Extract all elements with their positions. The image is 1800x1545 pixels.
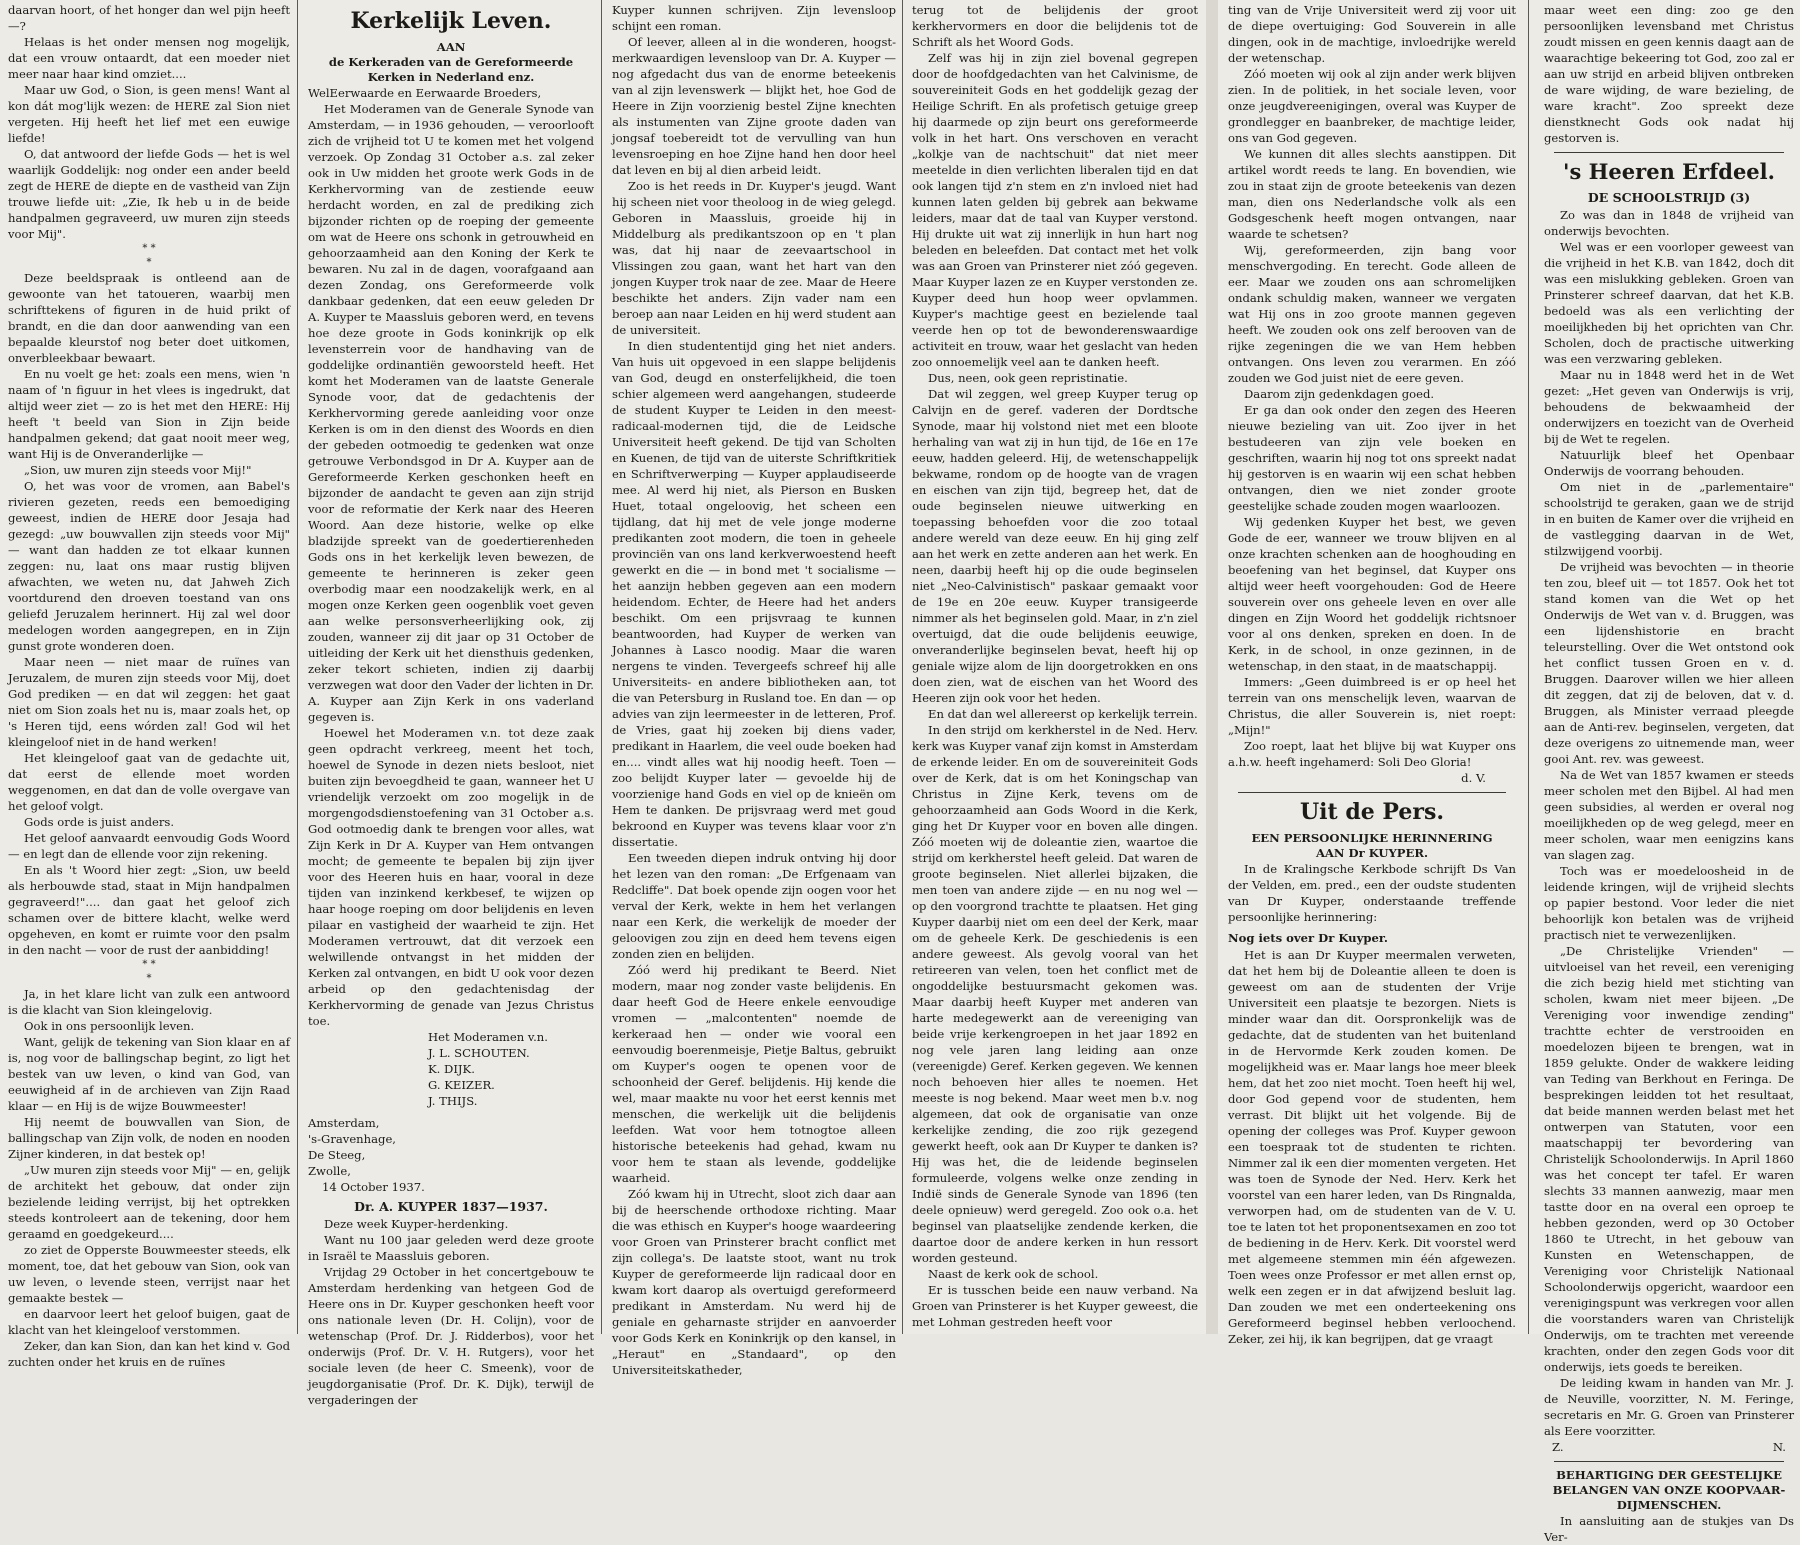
section-heading: Kerkelijk Leven.: [350, 8, 552, 34]
paragraph: We kunnen dit alles slechts aanstippen. Dit artikel wordt reeds te lang. En bovendien, wie zou in staat zijn de groote beteekenis van dezen man, dien ons Nederlandsche volk als een Godsgeschenk heeft mogen ontvangen, naar waarde te schetsen?: [1228, 147, 1516, 241]
column-3: [604, 0, 902, 1377]
paragraph: WelEerwaarde en Eerwaarde Broeders,: [308, 86, 542, 100]
paragraph: En dat dan wel allereerst op kerkelijk terrein.: [928, 707, 1198, 721]
column-rule: [297, 0, 298, 1334]
paragraph: Het is aan Dr Kuyper meermalen verweten, dat het hem bij de Doleantie alleen te doen is geweest om aan de studenten der Vrije Universiteit een plaatsje te bezorgen. Niets is minder waar dan dit. Oorspronkelijk was de gedachte, dat de studenten van het buitenland in de Hervormde Kerk zouden komen. De mogelijkheid was er. Maar langs hoe meer bleek hem, dat het zoo niet mocht. Toen heeft hij wel, door God gepend voor de studenten, hem verrast. Dit blijkt uit het volgende. Bij de opening der colleges was Prof. Kuyper gewoon een toespraak tot de studenten te richten. Nimmer zal ik een dier momenten vergeten. Het was toen de Synode der Ned. Herv. Kerk het voorstel van een harer leden, van Ds Ringnalda, verworpen had, om de studenten van de V. U. toe te laten tot het proponentsexamen en zoo tot de bediening in de Herv. Kerk. Dit voorstel werd met algemeene stemmen min één afgewezen. Toen wees onze Professor er met allen ernst op, welk een zegen er in dat afwijzend besluit lag. Dan zouden we met een onderteekening ons Gereformeerd beginsel hebben verloochend. Zeker, zei hij, ik kan begrijpen, dat ge vraagt: [1228, 948, 1516, 1346]
paragraph: „Sion, uw muren zijn steeds voor Mij!": [24, 463, 252, 477]
column-rule: [902, 0, 903, 1334]
paragraph: Want, gelijk de tekening van Sion klaar en af is, nog voor de ballingschap begint, zo ligt het bestek van uw leven, o kind van God, van eeuwigheid af in de archieven van Zijn Raad klaar — en Hij is de wijze Bouwmeester!: [8, 1035, 290, 1113]
paragraph: Vrijdag 29 October in het concertgebouw te Amsterdam herdenking van hetgeen God de Heere ons in Dr. Kuyper geschonken heeft voor ons nationale leven (Dr. H. Colijn), voor de wetenschap (Prof. Dr. J. Ridderbos), voor het onderwijs (Prof. Dr. V. H. Rutgers), voor het sociale leven (de heer C. Smeenk), voor de jeugdorganisatie (Prof. Dr. K. Dijk), terwijl de vergaderingen der: [308, 1265, 594, 1407]
paragraph: Zelf was hij in zijn ziel bovenal gegrepen door de hoofdgedachten van het Calvinisme, de souvereiniteit Gods en het goddelijk gezag der Heilige Schrift. En als profetisch getuige greep hij daarmede op zijn beurt ons gereformeerde volk in het hart. Ons verschoven en veracht „kolkje van de nachtschuit" dat niet meer meetelde in dien verlichten liberalen tijd en dat ook langen tijd z'n stem en z'n invloed niet had kunnen laten gelden bij gebrek aan bekwame leiders, maar dat de taal van Kuyper verstond. Hij drukte uit wat zij innerlijk in hun hart nog beleden en beleefden. Dat contact met het volk was aan Groen van Prinsterer niet zóó gegeven. Maar Kuyper lazen ze en Kuyper verstonden ze. Kuyper deed hun hoop weer opvlammen. Kuyper's machtige geest en bezielende taal veerde hen op tot de bewonderenswaardige activiteit en trouw, waar het geslacht van heden zoo onnoemelijk veel aan te danken heeft.: [912, 51, 1198, 369]
place-line: Zwolle,: [308, 1164, 351, 1178]
paragraph: Ook in ons persoonlijk leven.: [24, 1019, 195, 1033]
signature-intro: Het Moderamen v.n.: [428, 1030, 548, 1044]
paragraph: Een tweeden diepen indruk ontving hij door het lezen van den roman: „De Erfgenaam van Redcliffe". Dat boek opende zijn oogen voor het verval der Kerk, wekte in hem het verlangen naar een Kerk, die werkelijk de moeder der geloovigen zou zijn en deed hem tevens eigen zonden zien en belijden.: [612, 851, 896, 961]
paragraph: „De Christelijke Vrienden" — uitvloeisel van het reveil, een vereniging die zich bezig hield met stichting van scholen, kwam niet meer bijeen. „De Vereniging voor inwendige zending" trachtte echter de verstrooiden en moedelozen bijeen te brengen, wat in 1859 gelukte. Onder de wakkere leiding van Teding van Berkhout en Feringa. De besprekingen leidden tot het resultaat, dat beide mannen werden belast met het ontwerpen van Statuten, voor een maatschappij ter bevordering van Christelijk Schoolonderwijs. In April 1860 was het concept ter tafel. Er waren slechts 33 mannen aanwezig, maar men tastte door en na overal een oproep te hebben gezonden, werd op 30 October 1860 te Utrecht, in het gebouw van Kunsten en Wetenschappen, de Vereniging voor Christelijk Nationaal Schoolonderwijs opgericht, waardoor een verenigingspunt was verkregen voor allen die voorstanders waren van Christelijk Onderwijs, om te trachten met vereende krachten, onder den zegen Gods voor dit onderwijs, iets goeds te bereiken.: [1544, 944, 1794, 1374]
author-initial: Z.: [1552, 1440, 1564, 1454]
paragraph: Er ga dan ook onder den zegen des Heeren nieuwe bezieling van uit. Zoo ijver in het bestudeeren van zijn vele boeken en geschriften, waarin hij nog tot ons spreekt nadat hij gestorven is en waarin wij een schat hebben ontvangen, dien we niet zonder groote geestelijke schade zouden mogen waarloozen.: [1228, 403, 1516, 513]
paragraph: Dat wil zeggen, wel greep Kuyper terug op Calvijn en de geref. vaderen der Dordtsche Synode, maar hij volstond niet met een bloote herhaling van wat zij in hun tijd, de 16e en 17e eeuw, hadden geleerd. Hij, de wetenschappelijk bekwame, rondom op de hoogte van de vragen en eischen van zijn tijd, begreep het, dat de oude beginselen nieuwe uitwerking en toepassing behoefden voor die zoo totaal andere wereld van deze eeuw. En hij ging zelf aan het werk en zette anderen aan het werk. En neen, daarbij heeft hij op die oude beginselen niet „Neo-Calvinistisch" paskaar gemaakt voor de 19e en 20e eeuw. Kuyper transigeerde nimmer als het beginselen gold. Maar, in z'n ziel overtuigd, dat die oude belijdenis eeuwige, onveranderlijke beginselen bevat, heeft hij op geniale wijze alom de lijn doorgetrokken en ons doen zien, wat de eischen van het Woord des Heeren zijn ook voor het heden.: [912, 387, 1198, 705]
page-fold: [1206, 0, 1218, 1334]
article-heading: DIJMENSCHEN.: [1616, 1498, 1722, 1512]
signatory: J. L. SCHOUTEN.: [428, 1046, 530, 1060]
paragraph: Wij gedenken Kuyper het best, we geven Gode de eer, wanneer we trouw blijven en al onze krachten schenken aan de hooghouding en beoefening van het beginsel, dat Kuyper ons altijd weer heeft voorgehouden: God de Heere souverein over ons geheele leven en over alle dingen en Zijn Woord het goddelijk richtsnoer voor al ons denken, spreken en doen. In de Kerk, in de school, in onze gezinnen, in de wetenschap, in den staat, in de maatschappij.: [1228, 515, 1516, 673]
article-heading: BELANGEN VAN ONZE KOOPVAAR-: [1552, 1483, 1786, 1497]
paragraph: Want nu 100 jaar geleden werd deze groote in Israël te Maassluis geboren.: [308, 1233, 594, 1263]
divider: [1554, 1461, 1784, 1462]
paragraph: Om niet in de „parlementaire" schoolstrijd te geraken, gaan we de strijd in en buiten de Kamer over die vrijheid en de vastlegging daarvan in de Wet, stilzwijgend voorbij.: [1544, 480, 1794, 558]
signatory: G. KEIZER.: [428, 1078, 495, 1092]
paragraph: Zóó kwam hij in Utrecht, sloot zich daar aan bij de heerschende orthodoxe richting. Maar die was ethisch en Kuyper's hooge waardeering voor Groen van Prinsterer bracht conflict met zijn collega's. De laatste stoot, want nu trok Kuyper de gereformeerde lijn radicaal door en kwam kort daarop als overtuigd gereformeerd predikant in Amsterdam. Nu werd hij de geniale en geharnaste strijder en aanvoerder voor Gods Kerk en Koninkrijk op den kansel, in „Heraut" en „Standaard", op den Universiteitskatheder,: [612, 1187, 896, 1377]
column-4: [904, 0, 1204, 1334]
paragraph: ting van de Vrije Universiteit werd zij voor uit de diepe overtuiging: God Souverein in alle dingen, ook in de machtige, invloedrijke wereld der wetenschap.: [1228, 3, 1516, 65]
paragraph: Zo was dan in 1848 de vrijheid van onderwijs bevochten.: [1544, 208, 1794, 238]
paragraph: Maar uw God, o Sion, is geen mens! Want al kon dát mog'lijk wezen: de HERE zal Sion niet vergeten. Hij heeft het lief met een euwige liefde!: [8, 83, 290, 145]
paragraph: Zoo roept, laat het blijve bij wat Kuyper ons a.h.w. heeft ingehamerd: Soli Deo Gloria!: [1228, 739, 1516, 769]
paragraph: Het Moderamen van de Generale Synode van Amsterdam, — in 1936 gehouden, — veroorlooft zich de vrijheid tot U te komen met het volgend verzoek. Op Zondag 31 October a.s. zal zeker ook in Uw midden het groote werk Gods in de Kerkhervorming van de zestiende eeuw herdacht worden, en zal de prediking zich bijzonder richten op de roeping der gemeente om wat de Heere ons schonk in getrouwheid en gehoorzaamheid aan den Koning der Kerk te bewaren. Nu zal in de dagen, voorafgaand aan dezen Zondag, ons Gereformeerde volk dankbaar gedenken, dat een eeuw geleden Dr A. Kuyper te Maassluis geboren werd, en tevens hoe deze groote in Gods koninkrijk op elk levensterrein voor de handhaving van de goddelijke ordinantiën gewoorsteld heeft. Het komt het Moderamen van de laatste Generale Synode voor, dat de gedachtenis der Kerkhervorming gerede aanleiding voor onze Kerken is om in den dienst des Woords en dien der gebeden ootmoedig te gedenken wat onze getrouwe Verbondsgod in Dr A. Kuyper aan de Gereformeerde Kerken geschonken heeft en bijzonder de aandacht te geven aan zijn strijd voor de reformatie der Kerk naar des Heeren Woord. Aan deze historie, welke op elke bladzijde spreekt van de goedertierenheden Gods ons in het kerkelijk leven bewezen, de gemeente te herinneren is zeker geen overbodig maar een noodzakelijk werk, en al mogen onze Kerken geen oogenblik voet geven aan welke personsverheerlijking ook, zij zouden, wanneer zij dit jaar op 31 October de uitleiding der Kerk uit het diensthuis gedenken, zeker tekort schieten, indien zij daarbij verzwegen wat door den Vader der lichten in Dr. A. Kuyper aan Zijn Kerk in ons vaderland gegeven is.: [308, 102, 594, 724]
paragraph: Wij, gereformeerden, zijn bang voor menschvergoding. En terecht. Gode alleen de eer. Maar we zouden ons aan schromelijken ondank schuldig maken, wanneer we vergaten wat Hij ons in zoo groote mannen gegeven heeft. We zouden ook ons zelf berooven van de rijke zegeningen die we van Hem hebben ontvangen. Ons leven zou verarmen. En zóó zouden we God juist niet de eere geven.: [1228, 243, 1516, 385]
article-subheading: Dr. A. KUYPER 1837—1937.: [354, 1199, 548, 1214]
place-line: 's-Gravenhage,: [308, 1132, 396, 1146]
paragraph: Maar nu in 1848 werd het in de Wet gezet: „Het geven van Onderwijs is vrij, behoudens de bekwaamheid der onderwijzers en toezicht van de Overheid bij de Wet te regelen.: [1544, 368, 1794, 446]
paragraph: Het kleingeloof gaat van de gedachte uit, dat eerst de ellende moet worden weggenomen, en dat dan de volle overgave van het geloof volgt.: [8, 751, 290, 813]
address-line: de Kerkeraden van de Gereformeerde: [328, 55, 574, 69]
paragraph: zo ziet de Opperste Bouwmeester steeds, elk moment, toe, dat het gebouw van Sion, ook van uw leven, o levende steen, verrijst naar het gemaakte bestek —: [8, 1243, 290, 1305]
place-line: De Steeg,: [308, 1148, 366, 1162]
paragraph: Wel was er een voorloper geweest van die vrijheid in het K.B. van 1842, doch dit was een mislukking gebleken. Groen van Prinsterer schreef daarvan, dat het K.B. bedoeld was als een verlichting der moeilijkheden bij het oprichten van Chr. Scholen, doch de practische uitwerking was een verzwaring gebleken.: [1544, 240, 1794, 366]
paragraph: Zóó werd hij predikant te Beerd. Niet modern, maar nog zonder vaste belijdenis. En daar heeft God de Heere enkele eenvoudige vromen — „malcontenten" noemde de kerkeraad hen — onder wie vooral een eenvoudig boerenmeisje, Pietje Baltus, gebruikt om Kuyper's oogen te openen voor de schoonheid der Geref. belijdenis. Hij kende die wel, maar maakte nu voor het eerst kennis met menschen, die werkelijk uit die belijdenis leefden. Wat voor hem totnogtoe alleen historische beteekenis had gehad, kwam nu voor hem te staan als levende, goddelijke waarheid.: [612, 963, 896, 1185]
section-heading: 's Heeren Erfdeel.: [1563, 159, 1775, 184]
paragraph: Daarom zijn gedenkdagen goed.: [1244, 387, 1435, 401]
signatory: K. DIJK.: [428, 1062, 475, 1076]
paragraph: Deze week Kuyper-herdenking.: [324, 1217, 509, 1231]
paragraph: In de Kralingsche Kerkbode schrijft Ds Van der Velden, em. pred., een der oudste studenten van Dr Kuyper, onderstaande treffende persoonlijke herinnering:: [1228, 862, 1516, 924]
paragraph: Immers: „Geen duimbreed is er op heel het terrein van ons menschelijk leven, waarvan de Christus, die aller Souverein is, niet roept: „Mijn!": [1228, 675, 1516, 737]
author-initial: N.: [1772, 1440, 1786, 1454]
paragraph: Of leever, alleen al in die wonderen, hoogst-merkwaardigen levensloop van Dr. A. Kuyper — nog afgedacht dus van de enorme beteekenis van al zijn levenswerk — blijkt het, hoe God de Heere in Zijn voorzienig bestel Zijne knechten als instumenten van Zijne groote daden van jongsaf toebereidt tot de vervulling van hun levensroeping en hoe Zijne hand hen door heel dat leven en bij al dien arbeid leidt.: [612, 35, 896, 177]
column-6: [1536, 0, 1800, 1544]
paragraph: En als 't Woord hier zegt: „Sion, uw beeld als herbouwde stad, staat in Mijn handpalmen gegraveerd!".... dan gaat het geloof zich schamen over de bittere klacht, welke werd opgeheven, en komt er ruimte voor den psalm in den nacht — voor de rust der aanbidding!: [8, 863, 290, 957]
paragraph: Ja, in het klare licht van zulk een antwoord is die klacht van Sion kleingelovig.: [8, 987, 290, 1017]
column-rule: [1528, 0, 1529, 1334]
column-rule: [601, 0, 602, 1334]
divider: [1554, 152, 1784, 153]
paragraph: In den strijd om kerkherstel in de Ned. Herv. kerk was Kuyper vanaf zijn komst in Amsterdam de erkende leider. En om de souvereiniteit Gods over de Kerk, dat is om het Koningschap van Christus in Zijne Kerk, tevens om de gehoorzaamheid aan Gods Woord in die Kerk, ging het Dr Kuyper voor en boven alle dingen. Zóó moeten wij de doleantie zien, waartoe die strijd om kerkherstel heeft geleid. Dat waren de groote beginselen. Niet allerlei bijzaken, die men toen van andere zijde — en nu nog wel — op den voorgrond trachtte te plaatsen. Het ging Kuyper daarbij niet om een deel der Kerk, maar om de geheele Kerk. De geschiedenis is een andere geweest. Als gevolg vooral van het retireeren van velen, toen het conflict met de ongoddelijke bestuursmacht gekomen was. Maar daarbij heeft Kuyper met anderen van harte medegewerkt aan de vereeniging van beide vrije kerkengroepen in het jaar 1892 en nog vele jaren lang leiding aan onze (vereenigde) Geref. Kerken gegeven. We kennen noch behoeven hier alles te noemen. Het meeste is nog bekend. Maar weet men b.v. nog algemeen, dat ook de organisatie van onze kerkelijke zending, die zoo rijk gezegend gewerkt heeft, ook aan Dr Kuyper te danken is? Hij was het, die de leidende beginselen formuleerde, volgens welke onze zending in Indië sinds de Generale Synode van 1896 (ten deele opnieuw) werd geregeld. Zoo ook o.a. het beginsel van plaatselijke zendende kerken, die daartoe door de andere kerken in hun ressort worden gesteund.: [912, 723, 1198, 1265]
paragraph: Helaas is het onder mensen nog mogelijk, dat een vrouw ontaardt, dat een moeder niet meer naar haar kind omziet....: [8, 35, 290, 81]
column-5: [1220, 0, 1522, 1346]
paragraph: „Uw muren zijn steeds voor Mij" — en, gelijk de architekt het gebouw, dat onder zijn bezielende leiding verrijst, bij het optrekken steeds kontroleert aan de tekening, door hem geraamd en goedgekeurd....: [8, 1163, 290, 1241]
column-1: [0, 0, 296, 1369]
divider: [1238, 792, 1506, 793]
address-line: AAN: [436, 40, 466, 54]
paragraph: Maar neen — niet maar de ruïnes van Jeruzalem, de muren zijn steeds voor Mij, doet God prediken — en dat wil zeggen: het gaat niet om Sion zoals het nu is, maar zoals het, op 's Heren tijd, eens wórden zal! God wil het kleingeloof niet in de hand werken!: [8, 655, 290, 749]
paragraph: Kuyper kunnen schrijven. Zijn levensloop schijnt een roman.: [612, 3, 896, 33]
paragraph: De vrijheid was bevochten — in theorie ten zou, bleef uit — tot 1857. Ook het tot stand komen van die Wet op het Onderwijs de Wet van v. d. Bruggen, was een lijdenshistorie en bracht teleurstelling. Over die Wet ontstond ook het conflict tussen Groen en v. d. Bruggen. Daarover willen we hier alleen dit zeggen, dat zij de beloven, dat v. d. Bruggen, als Minister verraad pleegde aan de Anti-rev. beginselen, vergeten, dat deze overigens zo uitnemende man, weer gooi Ant. rev. was geweest.: [1544, 560, 1794, 766]
paragraph: In dien studententijd ging het niet anders. Van huis uit opgevoed in een slappe belijdenis van God, deugd en onsterfelijkheid, die toen schier algemeen werd aangehangen, studeerde de student Kuyper te Leiden in den meest-radicaal-modernen tijd, die de Leidsche Universiteit heeft gekend. De tijd van Scholten en Kuenen, de tijd van de uiterste Schriftkritiek en Schriftverwerping — Kuyper applaudiseerde mee. Al werd hij niet, als Pierson en Busken Huet, totaal ongeloovig, het scheen een tijdlang, dat hij met de vele jonge moderne predikanten zoot modern, die toen in geheele provinciën van ons land kerkverwoestend heeft gewerkt en die — in bond met 't socialisme — het aanzijn hebben gegeven aan een modern heidendom. Echter, de Heere had het anders beschikt. Om een prijsvraag te kunnen beantwoorden, had Kuyper de werken van Johannes à Lasco noodig. Maar die waren nergens te vinden. Tevergeefs schreef hij alle Universiteits- en andere bibliotheken aan, tot die van Petersburg in Rusland toe. En dan — op advies van zijn leermeester in de letteren, Prof. de Vries, gaat hij zoeken bij diens vader, predikant in Haarlem, die veel oude boeken had en.... vindt alles wat hij noodig heeft. Toen — zoo belijdt Kuyper later — gevoelde hij de voorzienige hand Gods en viel op de knieën om Hem te danken. De prijsvraag werd met goud bekroond en Kuyper was tevens klaar voor z'n dissertatie.: [612, 339, 896, 849]
article-heading: BEHARTIGING DER GEESTELIJKE: [1556, 1468, 1782, 1482]
paragraph: Zoo is het reeds in Dr. Kuyper's jeugd. Want hij scheen niet voor theoloog in de wieg gelegd. Geboren in Maassluis, groeide hij in Middelburg als predikantszoon op en 't plan was, dat hij naar de zeevaartschool in Vlissingen zou gaan, want het hart van den jongen Kuyper trok naar de zee. Maar de Heere beschikte het anders. Zijn vader nam een beroep aan naar Leiden en hij werd student aan de universiteit.: [612, 179, 896, 337]
paragraph: O, dat antwoord der liefde Gods — het is wel waarlijk Goddelijk: nog onder een ander beeld zegt de HERE de diepte en de vastheid van Zijn trouwe liefde uit: „Zie, Ik heb u in de beide handpalmen gegraveerd, uw muren zijn steeds voor Mij".: [8, 147, 290, 241]
paragraph: De leiding kwam in handen van Mr. J. de Neuville, voorzitter, N. M. Feringe, secretaris en Mr. G. Groen van Prinsterer als Eere voorzitter.: [1544, 1376, 1794, 1438]
paragraph: terug tot de belijdenis der groot kerkhervormers en door die belijdenis tot de Schrift als het Woord Gods.: [912, 3, 1198, 49]
paragraph: Zóó moeten wij ook al zijn ander werk blijven zien. In de politiek, in het sociale leven, voor onze jeugdvereenigingen, overal was Kuyper de grondlegger en baanbreker, de machtige leider, ons van God gegeven.: [1228, 67, 1516, 145]
article-subheading: EEN PERSOONLIJKE HERINNERING: [1251, 831, 1493, 845]
article-subhead: Nog iets over Dr Kuyper.: [1228, 931, 1388, 945]
paragraph: In aansluiting aan de stukjes van Ds Ver-: [1544, 1514, 1794, 1544]
article-subheading: DE SCHOOLSTRIJD (3): [1587, 190, 1751, 205]
paragraph: Er is tusschen beide een nauw verband. Na Groen van Prinsterer is het Kuyper geweest, die met Lohman gestreden heeft voor: [912, 1283, 1198, 1329]
paragraph: Hoewel het Moderamen v.n. tot deze zaak geen opdracht verkreeg, meent het toch, hoewel de Synode in dezen niets besloot, niet buiten zijn bevoegdheid te gaan, wanneer het U vriendelijk verzoekt om zoo mogelijk in de morgengodsdienstoefening van 31 October a.s. God ootmoedig dank te brengen voor alles, wat Zijn Kerk in Dr A. Kuyper van Hem ontvangen mocht; de gemeente te bepalen bij zijn ijver voor des Heeren huis en haar, vooral in deze tijden van inzinkend kerkbesef, te wijzen op haar hooge roeping om door belijdenis en leven pilaar en vastigheid der waarheid te zijn. Het Moderamen vertrouwt, dat dit verzoek een welwillende ontvangst in het midden der Kerken zal ontvangen, en bidt U ook voor dezen arbeid op den gedachtenisdag der Kerkhervorming de genade van Jezus Christus toe.: [308, 726, 594, 1028]
paragraph: Dus, neen, ook geen repristinatie.: [928, 371, 1128, 385]
author-initials: d. V.: [1461, 771, 1486, 785]
paragraph: daarvan hoort, of het honger dan wel pijn heeft —?: [8, 3, 290, 33]
place-line: Amsterdam,: [308, 1116, 380, 1130]
address-line: Kerken in Nederland enz.: [367, 70, 535, 84]
paragraph: Deze beeldspraak is ontleend aan de gewoonte van het tatoueren, waarbij men schrifttekens of figuren in de huid prikt of brandt, en die dan door aanwending van een bepaalde kleurstof nog beter doet uitkomen, onverbleekbaar bewaart.: [8, 271, 290, 365]
paragraph: O, het was voor de vromen, aan Babel's rivieren gezeten, reeds een bemoediging geweest, indien de HERE door Jesaja had gezegd: „uw bouwvallen zijn steeds voor Mij" — want dan hadden ze tot elkaar kunnen zeggen: nu, laat ons maar rustig blijven afwachten, we weten nu, dat Jahweh Zich voortdurend den droeven toestand van ons geliefd Jeruzalem herinnert. Hij zal wel door medelogen worden aangegrepen, en in Zijn gunst grote wonderen doen.: [8, 479, 290, 653]
column-2: [300, 0, 600, 1407]
paragraph: Zeker, dan kan Sion, dan kan het kind v. God zuchten onder het kruis en de ruïnes: [8, 1339, 290, 1369]
article-subheading: AAN Dr KUYPER.: [1315, 846, 1429, 860]
paragraph: Natuurlijk bleef het Openbaar Onderwijs de voorrang behouden.: [1544, 448, 1794, 478]
section-divider-stars: * * *: [142, 959, 156, 984]
paragraph: Na de Wet van 1857 kwamen er steeds meer scholen met den Bijbel. Al had men geen subsidies, al werden er overal nog moeilijkheden op de weg gelegd, meer en meer scholen, waar men eenigzins kans van slagen zag.: [1544, 768, 1794, 862]
paragraph: Naast de kerk ook de school.: [928, 1267, 1099, 1281]
paragraph: Het geloof aanvaardt eenvoudig Gods Woord — en legt dan de ellende voor zijn rekening.: [8, 831, 290, 861]
paragraph: Gods orde is juist anders.: [24, 815, 175, 829]
paragraph: en daarvoor leert het geloof buigen, gaat de klacht van het kleingeloof verstommen.: [8, 1307, 290, 1337]
date-line: 14 October 1937.: [322, 1180, 425, 1194]
paragraph: Toch was er moedeloosheid in de leidende kringen, wijl de vrijheid slechts op papier bestond. Voor leder die niet behoorlijk kon betalen was de vrijheid practisch niet te verwezenlijken.: [1544, 864, 1794, 942]
section-heading: Uit de Pers.: [1300, 799, 1444, 825]
signatory: J. THIJS.: [428, 1094, 478, 1108]
paragraph: maar weet een ding: zoo ge den persoonlijken levensband met Christus zoudt missen en geen kennis daagt aan de waarachtige bekeering tot God, zoo zal er aan uw strijd en arbeid blijven ontbreken de ware wijding, de ware bezieling, de ware kracht". Zoo spreekt deze dienstknecht Gods ook nadat hij gestorven is.: [1544, 3, 1794, 145]
section-divider-stars: * * *: [142, 243, 156, 268]
author-initials-row: [1544, 1439, 1794, 1455]
paragraph: Hij neemt de bouwvallen van Sion, de ballingschap van Zijn volk, de noden en nooden Zijner kinderen, in dat bestek op!: [8, 1115, 290, 1161]
paragraph: En nu voelt ge het: zoals een mens, wien 'n naam of 'n figuur in het vlees is ingedrukt, dat altijd weer ziet — zo is het met den HERE: Hij heeft 't beeld van Sion in Zijn beide handpalmen gekend; dat gaat nooit meer weg, want Hij is de Onveranderlijke —: [8, 367, 290, 461]
